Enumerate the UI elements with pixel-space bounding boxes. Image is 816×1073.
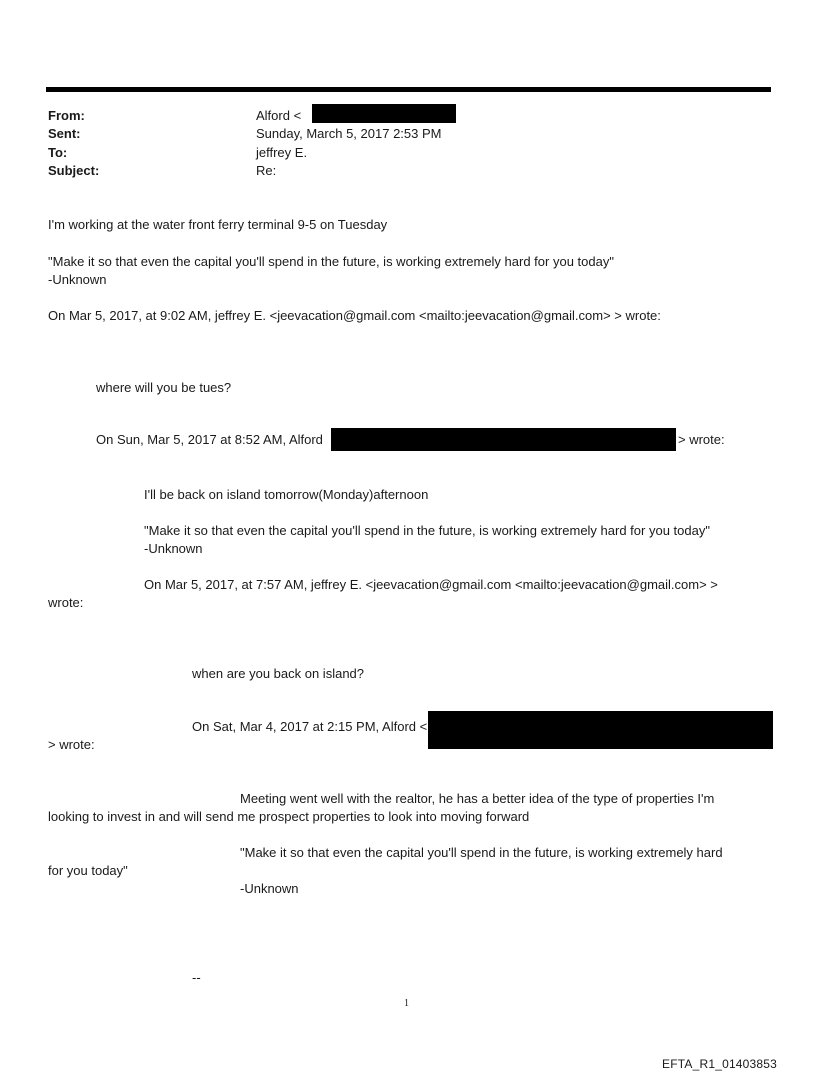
body-line: I'm working at the water front ferry terminal 9-5 on Tuesday	[48, 217, 388, 232]
page-number: 1	[404, 998, 409, 1009]
sent-label: Sent:	[48, 126, 81, 141]
quote-attribution: -Unknown	[144, 541, 203, 556]
quote-text: for you today"	[48, 863, 128, 878]
message-text: where will you be tues?	[96, 380, 232, 395]
redaction-box	[331, 428, 676, 451]
to-value: jeffrey E.	[256, 145, 308, 160]
quote-text: "Make it so that even the capital you'll spend in the future, is working extremely hard for you today"	[144, 523, 710, 538]
to-label: To:	[48, 145, 68, 160]
redaction-box	[312, 104, 456, 123]
from-value: Alford <	[256, 108, 302, 123]
quote-attribution: -Unknown	[240, 881, 299, 896]
reply-header: On Mar 5, 2017, at 7:57 AM, jeffrey E. <jeevacation@gmail.com <mailto:jeevacation@gmail.com> >	[144, 577, 718, 592]
sent-value: Sunday, March 5, 2017 2:53 PM	[256, 126, 442, 141]
reply-header: On Mar 5, 2017, at 9:02 AM, jeffrey E. <jeevacation@gmail.com <mailto:jeevacation@gmail.com> > wrote:	[48, 308, 661, 323]
reply-header: On Sun, Mar 5, 2017 at 8:52 AM, Alford	[96, 432, 323, 447]
reply-header-wrap: > wrote:	[48, 737, 95, 752]
message-text: I'll be back on island tomorrow(Monday)afternoon	[144, 487, 429, 502]
redaction-box	[428, 711, 773, 749]
message-text: Meeting went well with the realtor, he has a better idea of the type of properties I'm	[240, 791, 715, 806]
message-text: when are you back on island?	[192, 666, 365, 681]
subject-label: Subject:	[48, 163, 100, 178]
document-id: EFTA_R1_01403853	[662, 1057, 778, 1071]
from-label: From:	[48, 108, 85, 123]
header-rule	[46, 87, 771, 92]
quote-text: "Make it so that even the capital you'll spend in the future, is working extremely hard	[240, 845, 723, 860]
message-text: looking to invest in and will send me prospect properties to look into moving forward	[48, 809, 530, 824]
reply-header-wrap: wrote:	[48, 595, 84, 610]
quote-text: "Make it so that even the capital you'll spend in the future, is working extremely hard for you today"	[48, 254, 614, 269]
quote-attribution: -Unknown	[48, 272, 107, 287]
reply-header: On Sat, Mar 4, 2017 at 2:15 PM, Alford <	[192, 719, 428, 734]
subject-value: Re:	[256, 163, 277, 178]
signature-separator: --	[192, 970, 201, 985]
reply-header-suffix: > wrote:	[678, 432, 725, 447]
